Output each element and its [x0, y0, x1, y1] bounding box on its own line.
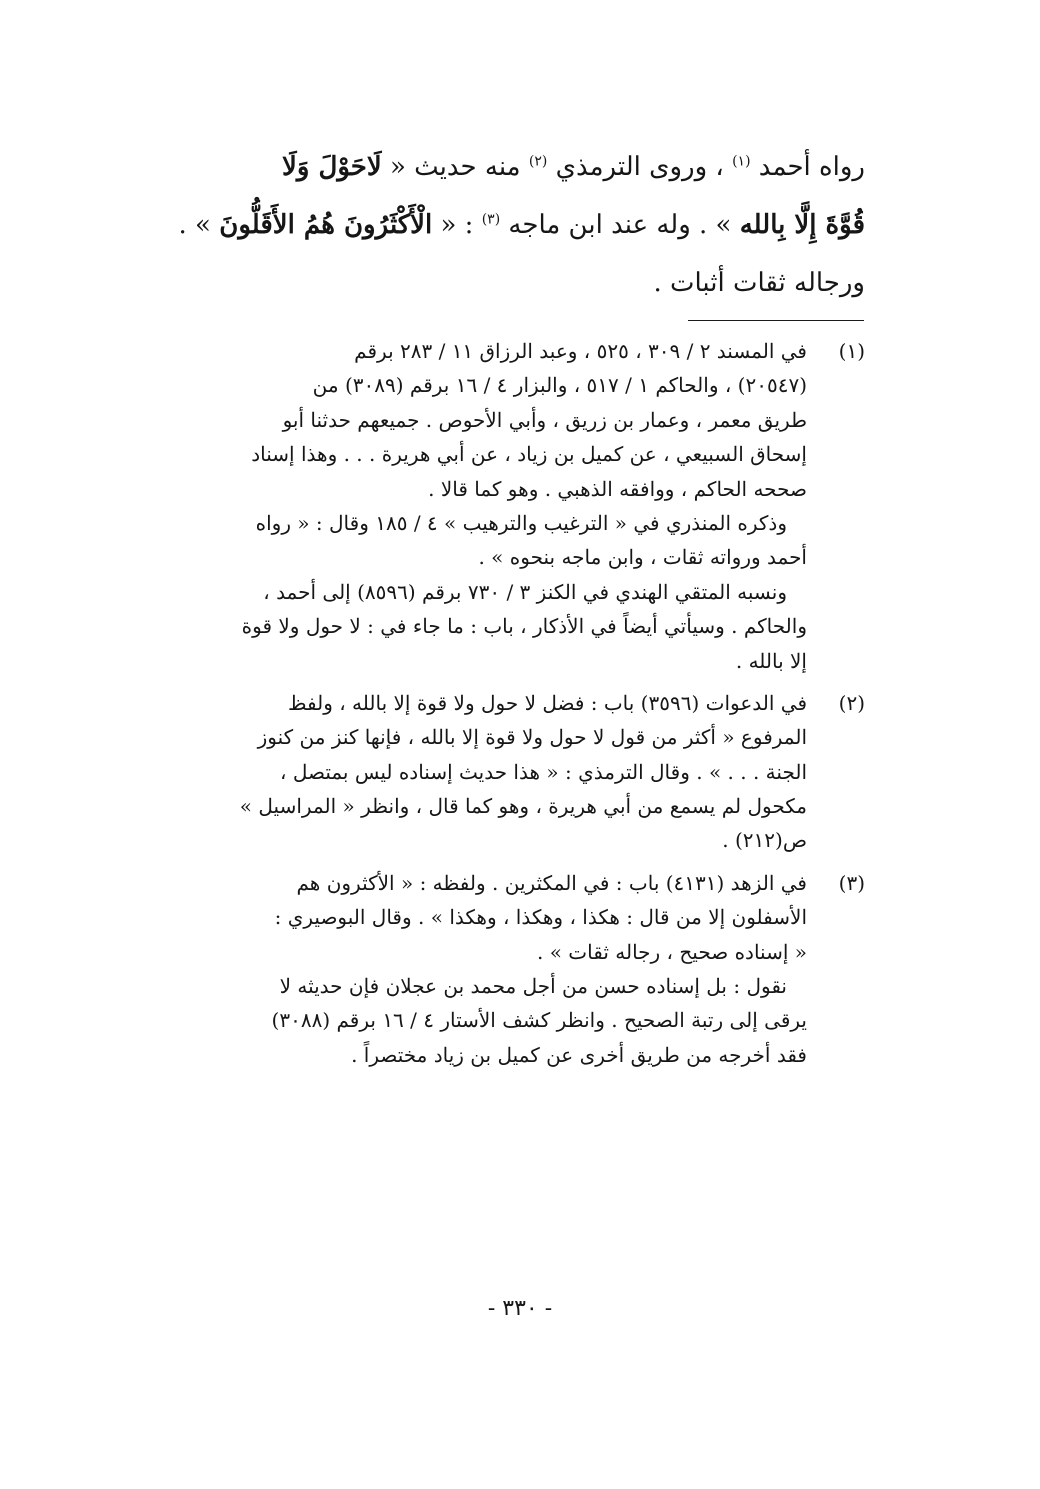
footnote-number: (١) — [838, 339, 865, 363]
main-line-2 — [160, 196, 865, 254]
footnote-text: في المسند ٢ / ٣٠٩ ، ٥٢٥ ، وعبد الرزاق ١١ / ٢٨٣ برقم — [354, 339, 807, 363]
footnote-line: الجنة . . . » . وقال الترمذي : « هذا حديث إسناده ليس بمتصل ، — [280, 759, 807, 784]
footnote-line: « إسناده صحيح ، رجاله ثقات » . — [537, 939, 807, 964]
footnote-line: ونسبه المتقي الهندي في الكنز ٣ / ٧٣٠ برقم (٨٥٩٦) إلى أحمد ، — [263, 579, 787, 604]
footnote-number: (٢) — [838, 690, 865, 715]
footnote-line: مكحول لم يسمع من أبي هريرة ، وهو كما قال ، وانظر « المراسيل » — [239, 794, 807, 819]
footnote-line: طريق معمر ، وعمار بن زريق ، وأبي الأحوص . جميعهم حدثنا أبو — [282, 407, 807, 432]
page-number: - ٣٣٠ - — [487, 1296, 553, 1321]
main-text-segment: رواه أحمد — [750, 152, 865, 182]
main-text-block — [160, 138, 865, 312]
main-text-segment: ورجاله ثقات أثبات . — [653, 268, 865, 298]
footnote-line: ص(٢١٢) . — [722, 828, 807, 853]
footnote-line: صححه الحاكم ، ووافقه الذهبي . وهو كما قالا . — [428, 476, 807, 501]
footnote-line: إلا بالله . — [735, 648, 807, 673]
footnote-line: إسحاق السبيعي ، عن كميل بن زياد ، عن أبي هريرة . . . وهذا إسناد — [251, 442, 807, 467]
footnote-line: أحمد ورواته ثقات ، وابن ماجه بنحوه » . — [478, 545, 807, 570]
main-text-segment: : « — [432, 210, 482, 240]
footnote-line: نقول : بل إسناده حسن من أجل محمد بن عجلان فإن حديثه لا — [279, 974, 787, 999]
footnote-text: في الدعوات (٣٥٩٦) باب : فضل لا حول ولا قوة إلا بالله ، ولفظ — [288, 690, 807, 715]
footnote-line — [160, 686, 865, 720]
main-text-segment: منه حديث « — [381, 152, 529, 182]
footnote-line: (٢٠٥٤٧) ، والحاكم ١ / ٥١٧ ، والبزار ٤ / ١٦ برقم (٣٠٨٩) من — [312, 373, 807, 398]
main-line-3 — [160, 254, 865, 312]
footnote-text: في الزهد (٤١٣١) باب : في المكثرين . ولفظه : « الأكثرون هم — [296, 870, 807, 895]
footnote-line: الأسفلون إلا من قال : هكذا ، وهكذا ، وهكذا » . وقال البوصيري : — [274, 905, 807, 930]
hadith-quote-part-1: لَاحَوْلَ وَلَا — [282, 152, 382, 182]
main-text-segment: » . وله عند ابن ماجه — [500, 210, 740, 240]
footnote-line — [160, 866, 865, 900]
footnote-ref-1[interactable]: (١) — [732, 153, 751, 170]
footnote-gap — [160, 678, 865, 686]
main-text-segment: » . — [178, 210, 220, 240]
footnote-2 — [160, 686, 865, 858]
footnote-line: يرقى إلى رتبة الصحيح . وانظر كشف الأستار ٤ / ١٦ برقم (٣٠٨٨) — [271, 1008, 807, 1033]
footnote-divider — [688, 320, 864, 321]
footnote-line: والحاكم . وسيأتي أيضاً في الأذكار ، باب : ما جاء في : لا حول ولا قوة — [241, 614, 807, 639]
footnote-number: (٣) — [838, 870, 865, 895]
footnote-line: فقد أخرجه من طريق أخرى عن كميل بن زياد مختصراً . — [351, 1042, 807, 1067]
footnotes-block — [160, 334, 865, 1072]
main-line-1 — [160, 138, 865, 196]
footnote-ref-3[interactable]: (٣) — [481, 211, 501, 228]
footnote-3 — [160, 866, 865, 1072]
footnote-line — [160, 334, 865, 368]
hadith-quote-2: الْأَكْثَرُونَ هُمُ الأَقَلُّونَ — [219, 210, 433, 240]
footnote-ref-2[interactable]: (٢) — [528, 153, 548, 170]
footnote-1 — [160, 334, 865, 678]
footnote-line: وذكره المنذري في « الترغيب والترهيب » ٤ / ١٨٥ وقال : « رواه — [255, 510, 787, 535]
footnote-line: المرفوع « أكثر من قول لا حول ولا قوة إلا بالله ، فإنها كنز من كنوز — [257, 725, 807, 750]
footnote-gap — [160, 858, 865, 866]
hadith-quote-part-2: قُوَّةَ إِلَّا بِالله — [739, 210, 865, 240]
main-text-segment: ، وروى الترمذي — [547, 152, 733, 182]
